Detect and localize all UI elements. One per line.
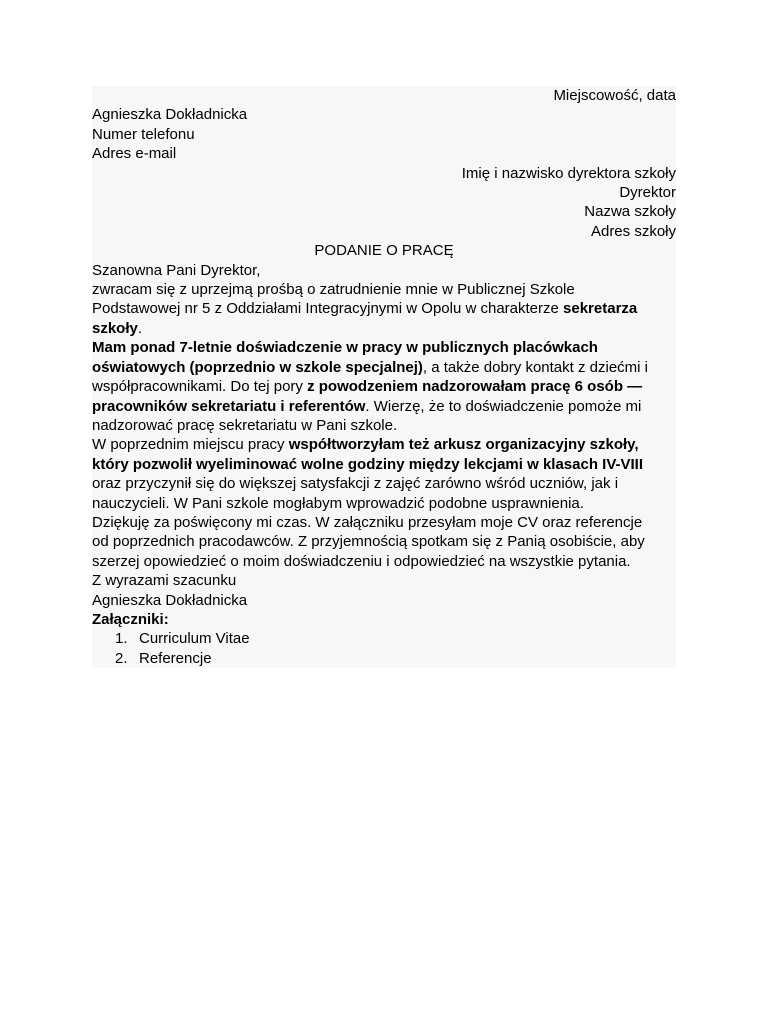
- text-span: , a także dobry kontakt z dziećmi i: [422, 358, 649, 376]
- school-name: Nazwa szkoły: [584, 203, 676, 221]
- text-span: . Wierzę, że to doświadczenie pomoże mi: [365, 397, 642, 415]
- text-line: [92, 299, 676, 318]
- bold-span: Załączniki:: [92, 610, 169, 628]
- text-line: nadzorować pracę sekretariatu w Pani szkole.: [92, 416, 398, 434]
- recipient-name: Imię i nazwisko dyrektora szkoły: [461, 164, 676, 182]
- list-item: [92, 629, 676, 648]
- attachments-list: [92, 629, 676, 668]
- paragraph-achievement: [92, 435, 676, 513]
- bold-span: Mam ponad 7-letnie doświadczenie w pracy w publicznych placówkach: [92, 339, 598, 357]
- sender-name: Agnieszka Dokładnicka: [92, 106, 248, 124]
- text-line: [92, 377, 676, 396]
- paragraph-experience: [92, 338, 676, 435]
- paragraph-request: [92, 280, 676, 338]
- text-line: [92, 358, 676, 377]
- bold-span: szkoły: [92, 319, 138, 337]
- text-line: Dziękuję za poświęcony mi czas. W załączniku przesyłam moje CV oraz referencje: [92, 513, 643, 531]
- list-item-text: Curriculum Vitae: [139, 630, 250, 648]
- bold-span: współtworzyłam też arkusz organizacyjny szkoły,: [288, 436, 639, 454]
- text-line: od poprzednich pracodawców. Z przyjemnością spotkam się z Panią osobiście, aby: [92, 533, 645, 551]
- text-line: szerzej opowiedzieć o moim doświadczeniu i odpowiedzieć na wszystkie pytania.: [92, 552, 631, 570]
- attachments-label: [92, 610, 676, 629]
- text-line: [92, 435, 676, 454]
- bold-span: sekretarza: [563, 300, 638, 318]
- text-span: Podstawowej nr 5 z Oddziałami Integracyjnymi w Opolu w charakterze: [92, 300, 564, 318]
- text-line: nauczycieli. W Pani szkole mogłabym wprowadzić podobne usprawnienia.: [92, 494, 584, 512]
- list-item-text: Referencje: [139, 649, 212, 667]
- sender-phone: Numer telefonu: [92, 125, 195, 143]
- text-span: .: [137, 319, 143, 337]
- text-line: [92, 455, 676, 474]
- bold-span: z powodzeniem nadzorowałam pracę 6 osób —: [307, 378, 643, 396]
- document-title: PODANIE O PRACĘ: [314, 242, 454, 260]
- list-number: 2.: [115, 649, 128, 667]
- text-span: W poprzednim miejscu pracy: [92, 436, 289, 454]
- sender-email: Adres e-mail: [92, 145, 177, 163]
- list-item: [92, 649, 676, 668]
- text-line: zwracam się z uprzejmą prośbą o zatrudnienie mnie w Publicznej Szkole: [92, 281, 575, 299]
- recipient-title: Dyrektor: [619, 184, 676, 202]
- bold-span: pracowników sekretariatu i referentów: [92, 397, 366, 415]
- bold-span: który pozwolił wyeliminować wolne godziny między lekcjami w klasach IV-VIII: [92, 455, 643, 473]
- signature: Agnieszka Dokładnicka: [92, 591, 248, 609]
- text-line: [92, 397, 676, 416]
- closing: Z wyrazami szacunku: [92, 572, 237, 590]
- text-line: oraz przyczynił się do większej satysfakcji z zajęć zarówno wśród uczniów, jak i: [92, 475, 619, 493]
- text-span: współpracownikami. Do tej pory: [92, 378, 308, 396]
- letter-document: [92, 86, 676, 668]
- place-date: Miejscowość, data: [553, 87, 676, 104]
- list-number: 1.: [115, 630, 128, 648]
- bold-span: oświatowych (poprzednio w szkole specjalnej): [92, 358, 423, 376]
- text-line: [92, 319, 676, 338]
- paragraph-thanks: [92, 513, 676, 571]
- salutation: Szanowna Pani Dyrektor,: [92, 261, 261, 279]
- text-line: [92, 338, 676, 357]
- school-address: Adres szkoły: [590, 222, 676, 240]
